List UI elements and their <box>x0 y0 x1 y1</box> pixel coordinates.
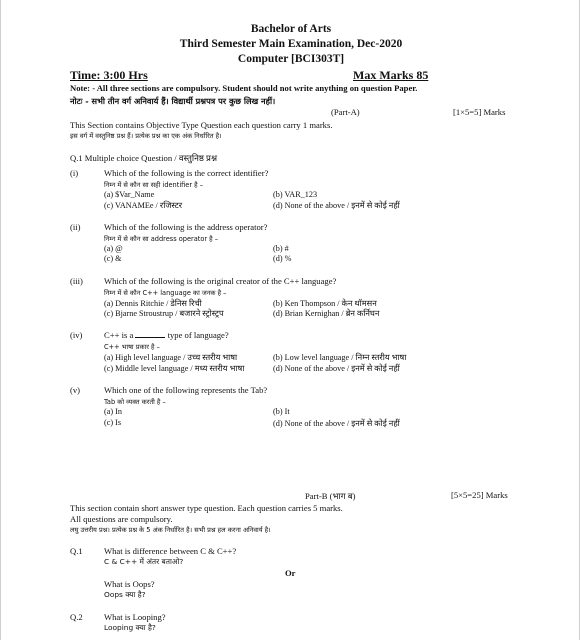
question-text <box>104 330 229 340</box>
question-hindi: C & C++ में अंतर बताओ? <box>104 557 184 566</box>
fill-in-blank <box>135 330 165 338</box>
question-hindi: निम्न में से कौन सा address operator है – <box>104 235 219 243</box>
option-c: (c) VANAMEe / रजिस्टर <box>104 201 183 210</box>
degree-title: Bachelor of Arts <box>250 23 332 35</box>
part-b-marks: [5×5=25] Marks <box>451 490 508 500</box>
option-c: (c) Is <box>104 418 122 427</box>
question-text: Which of the following is the correct identifier? <box>104 168 269 178</box>
option-b: (b) Ken Thompson / केन थॉमसन <box>273 299 377 308</box>
question-number: Q.2 <box>70 612 83 622</box>
option-b: (b) Low level language / निम्न स्तरीय भाषा <box>273 353 407 362</box>
question-number: (i) <box>70 168 79 178</box>
exam-title: Third Semester Main Examination, Dec-2020 <box>179 38 403 50</box>
option-a: (a) In <box>104 407 122 416</box>
question-text-start: C++ is a <box>104 330 134 340</box>
question-text: What is Looping? <box>104 612 166 622</box>
question-hindi: निम्न में से कौन C++ language का जनक है – <box>104 289 227 297</box>
part-a-instructions-hindi: इस वर्ग में वस्तुनिष्ठ प्रश्न हैं। प्रत्येक प्रश्न का एक अंक निर्धारित है। <box>70 132 222 140</box>
question-number: (iii) <box>70 276 83 286</box>
question-text: Which one of the following represents the Tab? <box>104 385 268 395</box>
q1-title: Q.1 Multiple choice Question / वस्तुनिष्ठ प्रश्न <box>70 153 218 163</box>
option-c: (c) Middle level language / मध्य स्तरीय भाषा <box>104 364 245 373</box>
option-d: (d) Brian Kernighan / ब्रेन कर्निघन <box>273 309 380 318</box>
part-a-marks: [1×5=5] Marks <box>453 107 506 117</box>
question-number: (ii) <box>70 222 81 232</box>
question-number: Q.1 <box>70 546 83 556</box>
option-b: (b) VAR_123 <box>273 190 318 199</box>
option-d: (d) None of the above / इनमें से कोई नहीं <box>273 201 400 210</box>
question-hindi: Tab को व्यक्त करती है – <box>104 398 166 406</box>
option-a: (a) High level language / उच्च स्तरीय भाषा <box>104 353 238 362</box>
option-b: (b) It <box>273 407 290 416</box>
option-c: (c) Bjarne Stroustrup / बजारने स्ट्रोस्ट्रप <box>104 309 224 318</box>
part-a-label: (Part-A) <box>331 107 360 117</box>
note-english: Note: - All three sections are compulsory. Student should not write anything on question Paper. <box>70 83 418 93</box>
question-hindi: Looping क्या है? <box>104 623 156 632</box>
option-b: (b) # <box>273 244 289 253</box>
option-d: (d) % <box>273 254 292 263</box>
option-c: (c) & <box>104 254 122 263</box>
option-a: (a) $Var_Name <box>104 190 155 199</box>
subject-title: Computer [BCI303T] <box>237 53 345 65</box>
question-number: (v) <box>70 385 81 395</box>
question-text: Which of the following is the address operator? <box>104 222 268 232</box>
option-d: (d) None of the above / इनमें से कोई नहीं <box>273 419 400 428</box>
question-text: What is Oops? <box>104 579 155 589</box>
note-hindi: नोटः - सभी तीन वर्ग अनिवार्य हैं। विद्यार्थी प्रश्नपत्र पर कुछ लिख नहीं। <box>70 96 276 106</box>
question-text: What is difference between C & C++? <box>104 546 237 556</box>
question-text: Which of the following is the original creator of the C++ language? <box>104 276 337 286</box>
part-b-label: Part-B (भाग ब) <box>305 491 356 501</box>
exam-time: Time: 3:00 Hrs <box>70 68 148 82</box>
question-number: (iv) <box>70 330 83 340</box>
question-hindi: निम्न में से कौन सा सही identifier है – <box>104 181 204 189</box>
part-b-instructions-hindi: लघु उत्तरीय प्रश्न। प्रत्येक प्रश्न के 5 अंक निर्धारित है। सभी प्रश्न हल करना अनिवार्य है। <box>70 526 271 534</box>
or-separator: Or <box>285 568 296 578</box>
question-text-end: type of language? <box>167 330 229 340</box>
option-a: (a) @ <box>104 244 123 253</box>
max-marks: Max Marks 85 <box>353 68 429 82</box>
question-hindi: C++ भाषा प्रकार है – <box>104 343 160 351</box>
question-hindi: Oops क्या है? <box>104 590 146 599</box>
part-b-instructions: This section contain short answer type question. Each question carries 5 marks. <box>70 503 343 513</box>
option-a: (a) Dennis Ritchie / डेनिस रिची <box>104 299 202 308</box>
option-d: (d) None of the above / इनमें से कोई नहीं <box>273 364 400 373</box>
part-b-compulsory: All questions are compulsory. <box>70 514 173 524</box>
part-a-instructions: This Section contains Objective Type Question each question carry 1 marks. <box>70 120 333 130</box>
